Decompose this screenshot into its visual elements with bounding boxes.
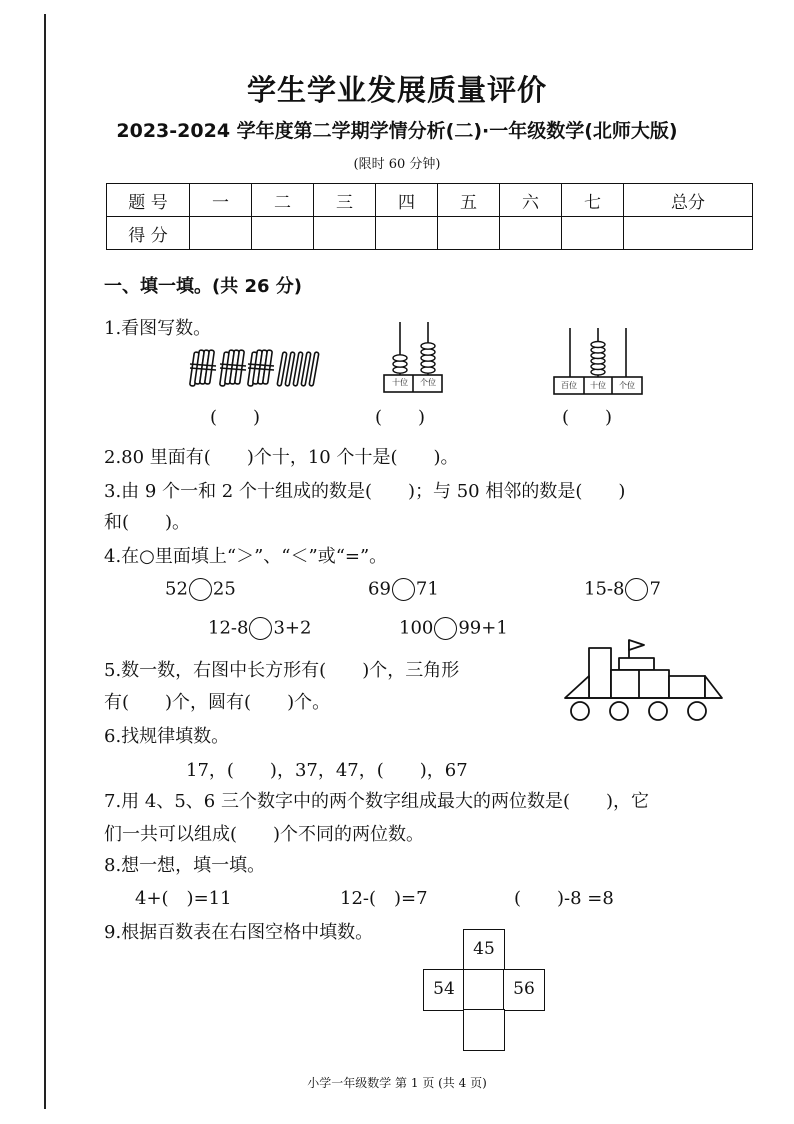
q7-text-line2: 们一共可以组成( )个不同的两位数。 [104, 824, 425, 845]
score-cell[interactable] [624, 217, 753, 250]
compare-item: 15-8 7 [584, 578, 661, 600]
compare-item: 52 25 [165, 578, 236, 600]
abacus-label-ones: 个位 [420, 378, 436, 387]
compare-item: 100 99+1 [399, 617, 508, 639]
q1-answer-blank-2[interactable]: ( ) [375, 407, 426, 428]
compare-circle[interactable] [434, 617, 457, 640]
compare-item: 69 71 [368, 578, 439, 600]
q3-text-line2: 和( )。 [104, 512, 191, 533]
q4-text: 4.在○里面填上“＞”、“＜”或“=”。 [104, 546, 388, 567]
grid-cell-right: 56 [503, 969, 545, 1011]
q2-text: 2.80 里面有( )个十，10 个十是( )。 [104, 447, 459, 468]
grid-cell-bottom[interactable] [463, 1009, 505, 1051]
abacus-label-tens: 十位 [590, 381, 606, 390]
compare-circle[interactable] [189, 578, 212, 601]
score-cell[interactable] [438, 217, 500, 250]
score-table [106, 183, 753, 250]
score-cell[interactable] [562, 217, 624, 250]
q8-equation-2: 12-( )=7 [340, 888, 428, 909]
q1-text: 1.看图写数。 [104, 318, 212, 339]
score-col-5: 五 [438, 184, 500, 217]
grid-cell-center[interactable] [463, 969, 505, 1011]
abacus-label-tens: 十位 [392, 378, 408, 387]
score-table-row-label: 得 分 [107, 217, 190, 250]
page-footer: 小学一年级数学 第 1 页 (共 4 页) [307, 1076, 487, 1090]
q9-text: 9.根据百数表在右图空格中填数。 [104, 922, 374, 943]
score-col-3: 三 [314, 184, 376, 217]
page-title: 学生学业发展质量评价 [246, 73, 547, 107]
compare-item: 12-8 3+2 [208, 617, 312, 639]
grid-cell-left: 54 [423, 969, 465, 1011]
compare-circle[interactable] [625, 578, 648, 601]
score-table-row-label: 题 号 [107, 184, 190, 217]
stick-bundle [190, 350, 216, 386]
score-table-score-row [107, 217, 753, 250]
stick-bundles-image [188, 344, 323, 390]
q1-answer-blank-1[interactable]: ( ) [210, 407, 261, 428]
score-cell[interactable] [190, 217, 252, 250]
abacus-label-ones: 个位 [619, 381, 635, 390]
binding-line [44, 14, 46, 1109]
q1-answer-blank-3[interactable]: ( ) [562, 407, 613, 428]
train-shapes-figure [562, 632, 726, 724]
score-col-7: 七 [562, 184, 624, 217]
compare-circle[interactable] [249, 617, 272, 640]
score-cell[interactable] [314, 217, 376, 250]
time-limit: (限时 60 分钟) [353, 157, 441, 172]
q8-equation-1: 4+( )=11 [135, 888, 232, 909]
compare-circle[interactable] [392, 578, 415, 601]
score-cell[interactable] [500, 217, 562, 250]
q7-text-line1: 7.用 4、5、6 三个数字中的两个数字组成最大的两位数是( )，它 [104, 791, 650, 812]
score-col-6: 六 [500, 184, 562, 217]
score-col-2: 二 [252, 184, 314, 217]
score-cell[interactable] [376, 217, 438, 250]
exam-subtitle: 2023-2024 学年度第二学期学情分析(二)·一年级数学(北师大版) [116, 120, 678, 142]
q8-equation-3: ( )-8 =8 [514, 888, 614, 909]
q6-sequence: 17，( )，37，47，( )，67 [186, 760, 468, 781]
q3-text-line1: 3.由 9 个一和 2 个十组成的数是( )；与 50 相邻的数是( ) [104, 481, 626, 502]
score-col-1: 一 [190, 184, 252, 217]
stick-bundle [220, 350, 246, 386]
score-table-header-row [107, 184, 753, 217]
abacus-label-hundreds: 百位 [561, 381, 577, 390]
q5-text-line1: 5.数一数，右图中长方形有( )个，三角形 [104, 660, 460, 681]
q6-text: 6.找规律填数。 [104, 726, 230, 747]
score-col-4: 四 [376, 184, 438, 217]
q5-text-line2: 有( )个，圆有( )个。 [104, 692, 331, 713]
q8-text: 8.想一想，填一填。 [104, 855, 266, 876]
score-col-total: 总分 [624, 184, 753, 217]
score-cell[interactable] [252, 217, 314, 250]
grid-cell-top: 45 [463, 929, 505, 971]
section-1-heading: 一、填一填。(共 26 分) [104, 276, 303, 297]
stick-bundle [248, 350, 274, 386]
